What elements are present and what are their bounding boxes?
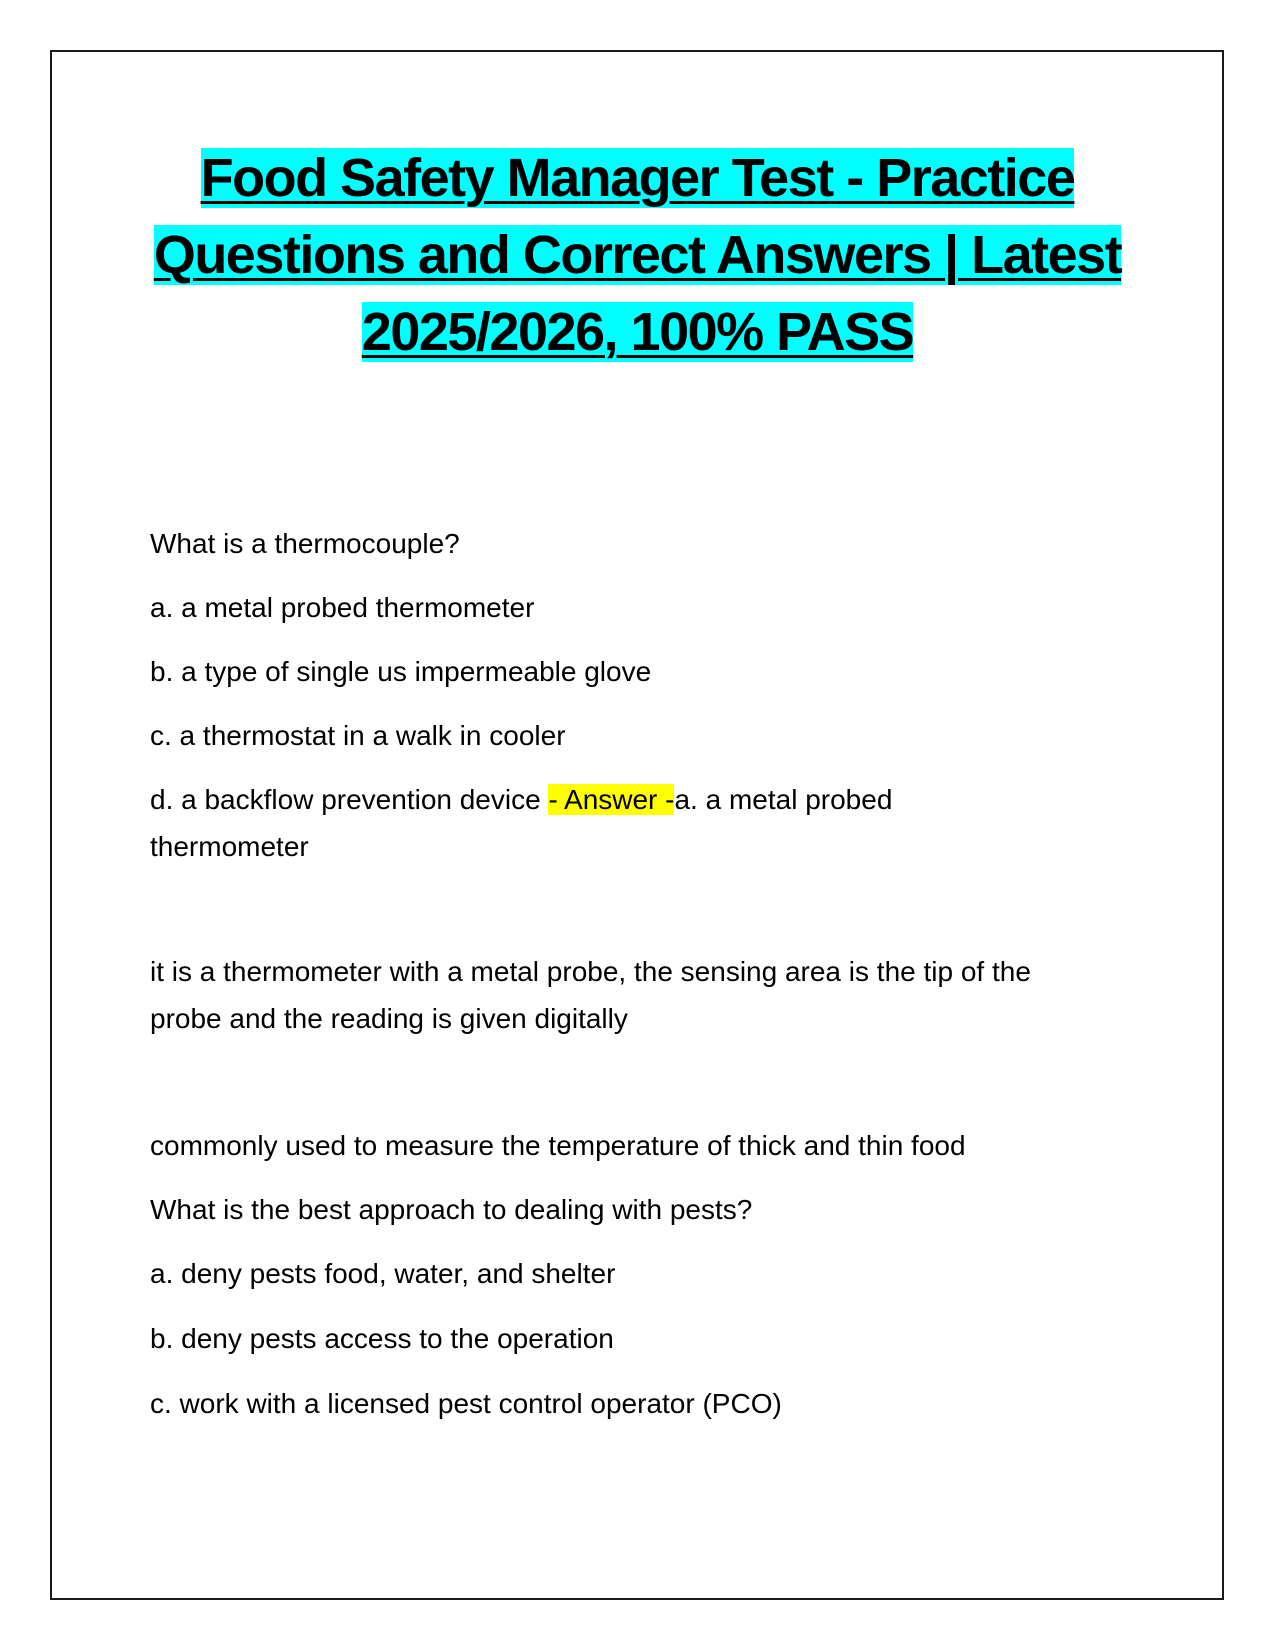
question-1-option-d-with-answer	[150, 776, 950, 870]
question-2-option-c: c. work with a licensed pest control operator (PCO)	[150, 1388, 782, 1419]
question-1-explanation: it is a thermometer with a metal probe, the sensing area is the tip of the probe and the reading is given digitally	[150, 956, 1031, 1034]
question-1-option-a: a. a metal probed thermometer	[150, 592, 535, 623]
question-2: What is the best approach to dealing with pests?	[150, 1194, 753, 1225]
question-1-answer: a. a metal probed thermometer	[150, 784, 893, 862]
question-2-option-a: a. deny pests food, water, and shelter	[150, 1258, 616, 1289]
question-1-option-b: b. a type of single us impermeable glove	[150, 656, 652, 687]
question-1: What is a thermocouple?	[150, 528, 460, 559]
question-1-option-c: c. a thermostat in a walk in cooler	[150, 720, 566, 751]
question-1-explanation-2: commonly used to measure the temperature of thick and thin food	[150, 1130, 966, 1161]
document-title-text: Food Safety Manager Test - Practice Questions and Correct Answers | Latest 2025/2026, 100% PASS	[153, 148, 1122, 362]
answer-marker: - Answer -	[548, 784, 675, 815]
question-1-option-d: d. a backflow prevention device	[150, 784, 549, 815]
question-2-option-b: b. deny pests access to the operation	[150, 1323, 614, 1354]
document-title	[130, 140, 1145, 371]
